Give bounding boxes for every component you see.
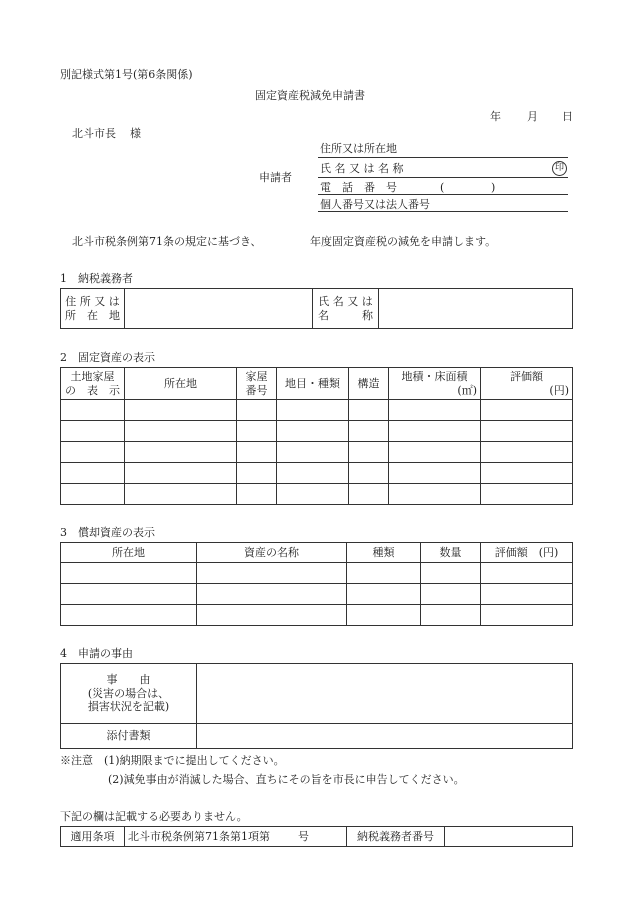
table-cell[interactable]	[125, 484, 237, 505]
table-cell[interactable]	[277, 442, 349, 463]
table-cell[interactable]	[197, 563, 347, 584]
table-cell[interactable]	[481, 563, 573, 584]
section3-heading: 3 償却資産の表示	[60, 526, 155, 539]
date-year-label: 年	[490, 110, 501, 123]
table-cell[interactable]	[481, 442, 573, 463]
col-header-area: 地積・床面積 (㎡)	[389, 368, 481, 400]
table-cell[interactable]	[61, 400, 125, 421]
col-header-quantity: 数量	[421, 543, 481, 563]
taxpayer-name-cell[interactable]	[379, 289, 573, 329]
table-cell[interactable]	[389, 442, 481, 463]
note-line-1: ※注意 (1)納期限までに提出してください。	[60, 754, 285, 767]
col-header-kind: 種類	[347, 543, 421, 563]
table-cell[interactable]	[349, 421, 389, 442]
clause-value: 北斗市税条例第71条第1項第 号	[125, 827, 347, 847]
date-day-label: 日	[562, 110, 573, 123]
table-cell[interactable]	[389, 463, 481, 484]
addressee: 北斗市長	[72, 127, 116, 140]
table-row	[61, 463, 573, 484]
table-row	[61, 421, 573, 442]
col-header-house-no: 家屋 番号	[237, 368, 277, 400]
table-row	[61, 584, 573, 605]
addressee-honorific: 様	[130, 127, 141, 140]
table-cell[interactable]	[389, 484, 481, 505]
table-cell[interactable]	[125, 442, 237, 463]
section2-heading: 2 固定資産の表示	[60, 351, 155, 364]
table-row	[61, 605, 573, 626]
table-cell[interactable]	[125, 421, 237, 442]
col-header-location: 所在地	[125, 368, 237, 400]
reason-label: 事 由 (災害の場合は、 損害状況を記載)	[61, 664, 197, 724]
reason-field[interactable]	[197, 664, 573, 724]
table-row	[61, 484, 573, 505]
table-cell[interactable]	[237, 463, 277, 484]
applicant-id-label: 個人番号又は法人番号	[320, 198, 430, 211]
table-cell[interactable]	[421, 605, 481, 626]
applicant-name-label: 氏 名 又 は 名 称	[320, 162, 404, 175]
phone-paren-open: (	[440, 181, 445, 194]
phone-paren-close: )	[491, 181, 496, 194]
applicant-label: 申請者	[259, 171, 292, 184]
applicant-name-field[interactable]	[318, 177, 568, 178]
date-month-label: 月	[527, 110, 538, 123]
table-cell[interactable]	[481, 605, 573, 626]
table-cell[interactable]	[277, 421, 349, 442]
table-cell[interactable]	[61, 563, 197, 584]
table-cell[interactable]	[349, 463, 389, 484]
table-cell[interactable]	[349, 400, 389, 421]
table-cell[interactable]	[61, 463, 125, 484]
table-cell[interactable]	[389, 400, 481, 421]
table-cell[interactable]	[237, 400, 277, 421]
depreciable-asset-table	[60, 542, 573, 626]
table-cell[interactable]	[197, 584, 347, 605]
table-cell[interactable]	[125, 463, 237, 484]
table-cell[interactable]	[481, 421, 573, 442]
table-cell[interactable]	[389, 421, 481, 442]
table-cell[interactable]	[277, 463, 349, 484]
section1-heading: 1 納税義務者	[60, 272, 133, 285]
applicant-address-field[interactable]	[318, 157, 568, 158]
taxpayer-name-label: 氏 名 又 は 名 称	[313, 289, 379, 329]
table-cell[interactable]	[481, 484, 573, 505]
col-header-type: 土地家屋 の 表 示	[61, 368, 125, 400]
taxpayer-address-cell[interactable]	[125, 289, 313, 329]
table-cell[interactable]	[349, 442, 389, 463]
col-header-asset-name: 資産の名称	[197, 543, 347, 563]
table-cell[interactable]	[237, 421, 277, 442]
statement-right: 年度固定資産税の減免を申請します。	[310, 235, 497, 248]
seal-icon: 印	[552, 161, 567, 176]
table-row	[61, 563, 573, 584]
note-line-2: (2)減免事由が消滅した場合、直ちにその旨を市長に申告してください。	[108, 773, 465, 786]
office-use-table	[60, 826, 573, 847]
applicant-phone-field[interactable]	[318, 194, 568, 195]
table-cell[interactable]	[421, 584, 481, 605]
col-header-value: 評価額 (円)	[481, 368, 573, 400]
document-title: 固定資産税減免申請書	[255, 89, 365, 102]
table-cell[interactable]	[421, 563, 481, 584]
table-cell[interactable]	[61, 421, 125, 442]
table-cell[interactable]	[277, 484, 349, 505]
table-cell[interactable]	[347, 605, 421, 626]
applicant-id-field[interactable]	[318, 211, 568, 212]
statement-left: 北斗市税条例第71条の規定に基づき、	[72, 235, 262, 248]
clause-label: 適用条項	[61, 827, 125, 847]
table-cell[interactable]	[237, 484, 277, 505]
reason-table	[60, 663, 573, 749]
footer-note: 下記の欄は記載する必要ありません。	[60, 810, 248, 823]
taxpayer-number-label: 納税義務者番号	[347, 827, 445, 847]
section4-heading: 4 申請の事由	[60, 647, 133, 660]
table-cell[interactable]	[61, 442, 125, 463]
table-row	[61, 400, 573, 421]
table-cell[interactable]	[277, 400, 349, 421]
table-cell[interactable]	[125, 400, 237, 421]
applicant-phone-label: 電 話 番 号	[320, 181, 397, 194]
table-cell[interactable]	[197, 605, 347, 626]
applicant-address-label: 住所又は所在地	[320, 142, 397, 155]
col-header-structure: 構造	[349, 368, 389, 400]
form-label: 別記様式第1号(第6条関係)	[60, 68, 193, 81]
attachments-label: 添付書類	[61, 724, 197, 749]
table-cell[interactable]	[347, 563, 421, 584]
taxpayer-address-label: 住 所 又 は 所 在 地	[61, 289, 125, 329]
table-row	[61, 442, 573, 463]
table-cell[interactable]	[481, 400, 573, 421]
taxpayer-table	[60, 288, 573, 329]
col-header-value: 評価額 (円)	[481, 543, 573, 563]
table-cell[interactable]	[481, 463, 573, 484]
table-cell[interactable]	[61, 584, 197, 605]
attachments-field[interactable]	[197, 724, 573, 749]
table-cell[interactable]	[61, 484, 125, 505]
col-header-land-type: 地目・種類	[277, 368, 349, 400]
table-cell[interactable]	[237, 442, 277, 463]
fixed-asset-table	[60, 367, 573, 505]
table-cell[interactable]	[481, 584, 573, 605]
table-cell[interactable]	[349, 484, 389, 505]
table-cell[interactable]	[61, 605, 197, 626]
col-header-location: 所在地	[61, 543, 197, 563]
table-cell[interactable]	[347, 584, 421, 605]
taxpayer-number-field[interactable]	[445, 827, 573, 847]
